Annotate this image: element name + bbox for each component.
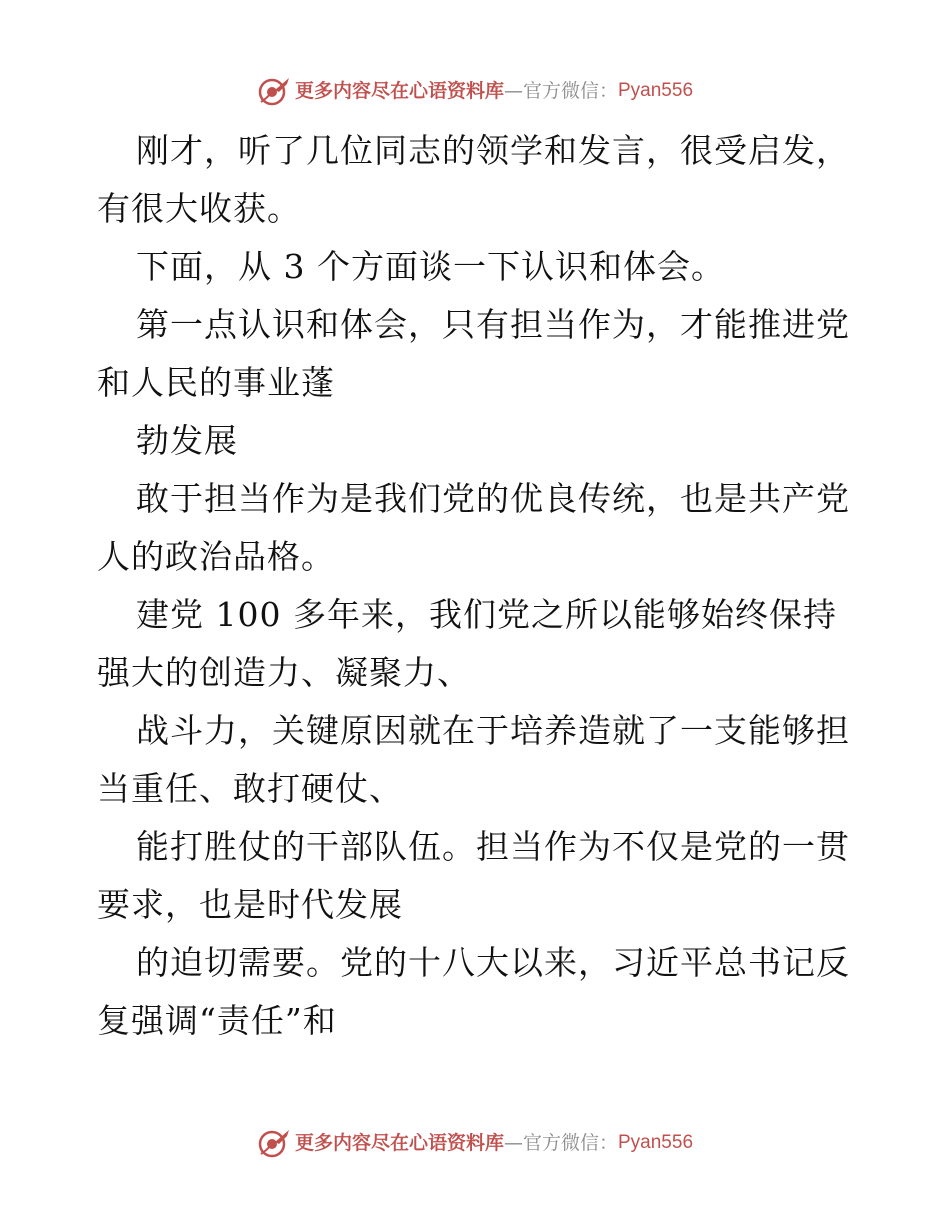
text-line: 和人民的事业蓬: [97, 363, 335, 402]
quill-logo-icon: [257, 1128, 291, 1158]
watermark-wechat-id: Pyan556: [618, 1132, 694, 1153]
text-line: 的迫切需要。党的十八大以来，习近平总书记反: [136, 943, 850, 982]
text-line: 要求，也是时代发展: [97, 885, 403, 924]
text-line: 刚才，听了几位同志的领学和发言，很受启发，: [136, 131, 850, 170]
quill-logo-icon: [257, 76, 291, 106]
text-line: 建党 100 多年来，我们党之所以能够始终保持: [136, 595, 837, 634]
text-line: 敢于担当作为是我们党的优良传统，也是共产党: [136, 479, 850, 518]
header-watermark: [0, 76, 950, 106]
text-line: 下面，从 3 个方面谈一下认识和体会。: [136, 247, 725, 286]
text-line: 人的政治品格。: [97, 537, 335, 576]
watermark-wechat-id: Pyan556: [618, 80, 694, 101]
text-line: 勃发展: [136, 421, 238, 460]
text-line: 当重任、敢打硬仗、: [97, 769, 403, 808]
text-line: 第一点认识和体会，只有担当作为，才能推进党: [136, 305, 850, 344]
text-line: 能打胜仗的干部队伍。担当作为不仅是党的一贯: [136, 827, 850, 866]
text-line: 强大的创造力、凝聚力、: [97, 653, 471, 692]
text-line: 有很大收获。: [97, 189, 301, 228]
watermark-separator: —官方微信：: [503, 1132, 618, 1154]
watermark-text: 更多内容尽在心语资料库: [294, 1132, 504, 1154]
watermark-text: 更多内容尽在心语资料库: [294, 80, 504, 102]
text-line: 复强调“责任”和: [97, 1001, 337, 1040]
text-line: 战斗力，关键原因就在于培养造就了一支能够担: [136, 711, 850, 750]
watermark-separator: —官方微信：: [503, 80, 618, 102]
footer-watermark: [0, 1128, 950, 1158]
document-body: [97, 122, 857, 1050]
